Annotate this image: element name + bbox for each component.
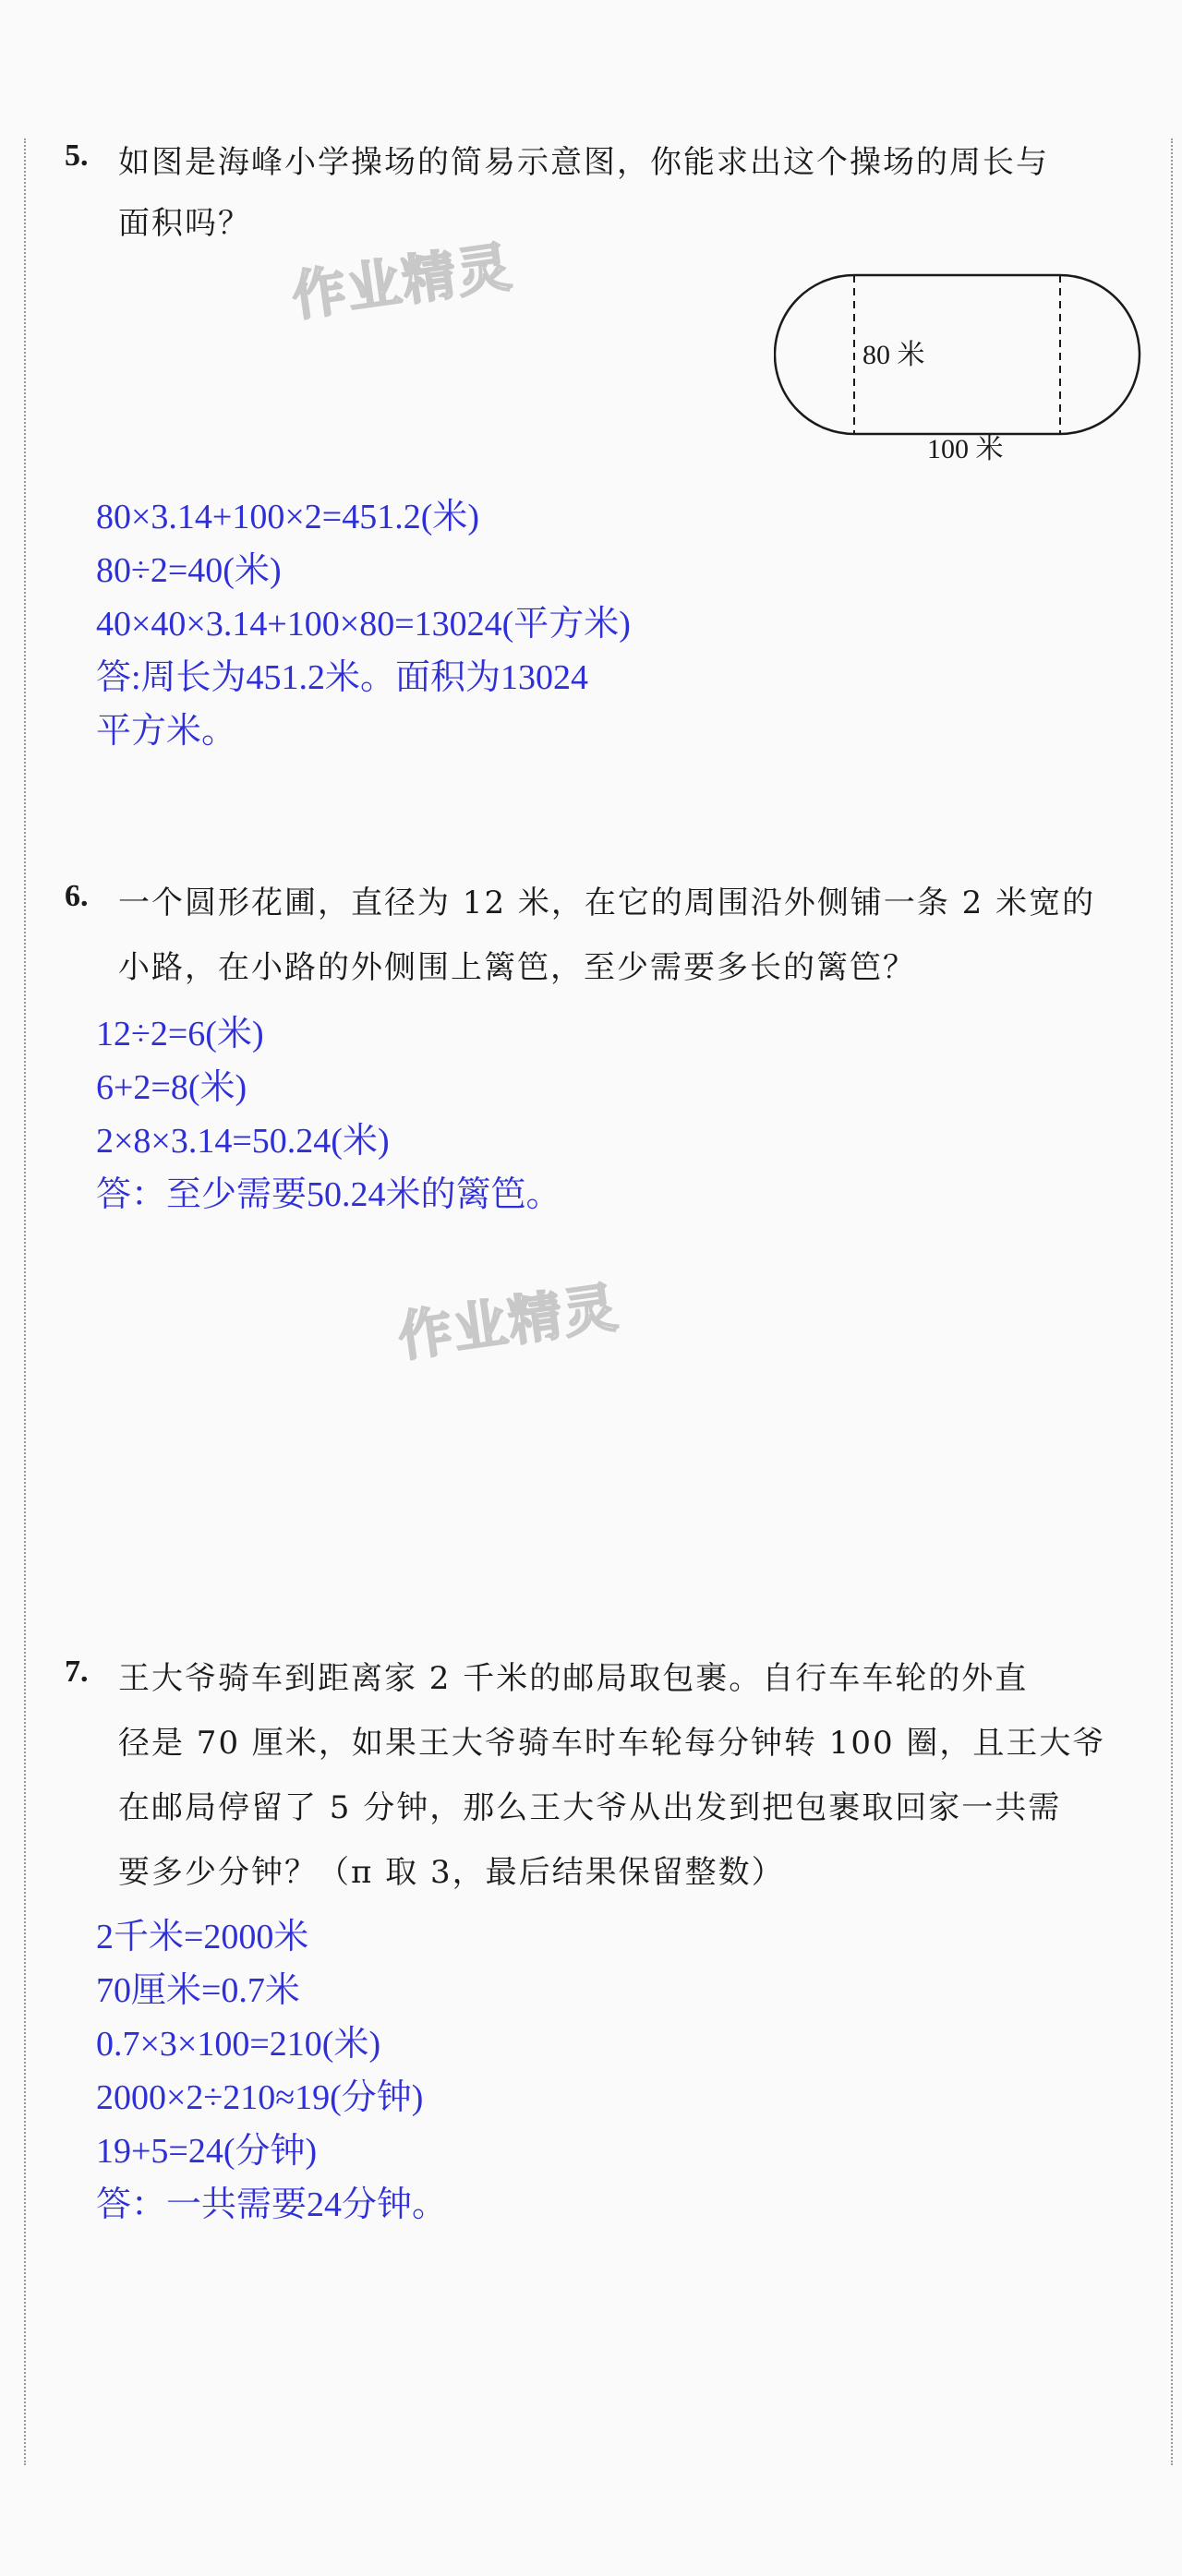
- watermark: 作业精灵: [288, 235, 517, 329]
- length-label: 100 米: [927, 434, 1004, 464]
- answer-line: 80÷2=40(米): [96, 551, 282, 590]
- answer-line: 6+2=8(米): [96, 1068, 247, 1107]
- answer-line: 12÷2=6(米): [96, 1015, 264, 1053]
- width-label: 80 米: [862, 340, 925, 370]
- answer-line: 2千米=2000米: [96, 1918, 309, 1956]
- answer-line: 答:周长为451.2米。面积为13024: [96, 658, 589, 697]
- playground-outline: [775, 275, 1140, 434]
- question-number: 7.: [65, 1655, 89, 1689]
- answer-line: 70厘米=0.7米: [96, 1971, 300, 2010]
- answer-line: 答：一共需要24分钟。: [96, 2185, 448, 2224]
- question-text-line: 径是 70 厘米，如果王大爷骑车时车轮每分钟转 100 圈，且王大爷: [118, 1725, 1106, 1762]
- question-text-line: 一个圆形花圃，直径为 12 米，在它的周围沿外侧铺一条 2 米宽的: [118, 885, 1096, 921]
- answer-line: 2000×2÷210≈19(分钟): [96, 2078, 424, 2117]
- answer-line: 40×40×3.14+100×80=13024(平方米): [96, 605, 631, 644]
- answer-line: 答：至少需要50.24米的篱笆。: [96, 1175, 561, 1214]
- watermark: 作业精灵: [394, 1275, 623, 1369]
- answer-line: 平方米。: [96, 712, 237, 751]
- left-dotted-margin: [24, 138, 26, 2465]
- answer-line: 80×3.14+100×2=451.2(米): [96, 498, 480, 536]
- question-number: 5.: [65, 138, 89, 173]
- answer-line: 2×8×3.14=50.24(米): [96, 1122, 390, 1161]
- question-text-line: 小路，在小路的外侧围上篱笆，至少需要多长的篱笆？: [118, 949, 916, 986]
- question-text-line: 面积吗？: [118, 205, 251, 242]
- question-number: 6.: [65, 879, 89, 913]
- playground-diagram: [774, 266, 1154, 478]
- answer-line: 19+5=24(分钟): [96, 2132, 318, 2171]
- question-text-line: 如图是海峰小学操场的简易示意图，你能求出这个操场的周长与: [118, 144, 1049, 181]
- question-text-line: 在邮局停留了 5 分钟，那么王大爷从出发到把包裹取回家一共需: [118, 1789, 1062, 1826]
- answer-line: 0.7×3×100=210(米): [96, 2025, 381, 2064]
- question-text-line: 王大爷骑车到距离家 2 千米的邮局取包裹。自行车车轮的外直: [118, 1660, 1029, 1697]
- question-text-line: 要多少分钟？（π 取 3，最后结果保留整数）: [118, 1854, 785, 1891]
- right-dotted-margin: [1171, 138, 1173, 2465]
